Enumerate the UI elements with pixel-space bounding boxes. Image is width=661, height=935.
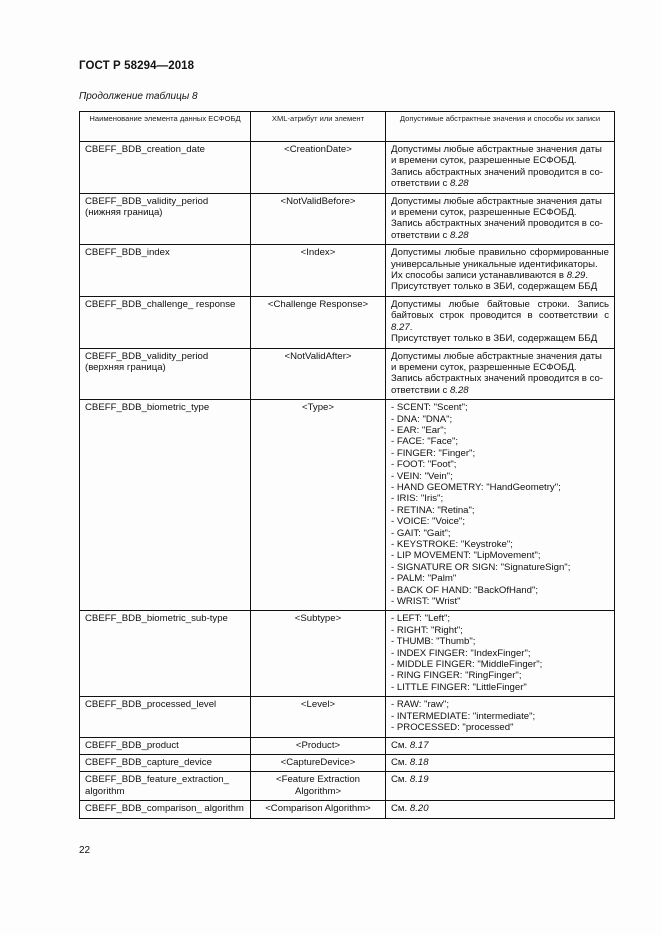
list-item: - LEFT: "Left"; [391, 613, 451, 625]
list-item: - SCENT: "Scent"; [391, 402, 468, 414]
table-row [80, 801, 615, 818]
values-cell: См. 8.18 [386, 754, 615, 771]
list-item: - LITTLE FINGER: "LittleFinger" [391, 681, 527, 693]
values-cell: См. 8.17 [386, 737, 615, 754]
xml-element-cell: <NotValidAfter> [251, 348, 386, 400]
xml-element-cell: <Subtype> [251, 611, 386, 697]
values-text: Запись абстрактных значений проводится в со-ответствии с 8.28 [391, 166, 603, 190]
table-row [80, 400, 615, 611]
clause-ref: 8.28 [449, 178, 469, 190]
xml-element-cell: <Feature Extraction Algorithm> [251, 772, 386, 801]
values-cell [386, 400, 615, 611]
clause-ref: 8.27 [391, 321, 410, 333]
column-header-xml: XML-атрибут или элемент [251, 112, 386, 142]
list-item: - KEYSTROKE: "Keystroke"; [391, 539, 513, 550]
element-name-cell: CBEFF_BDB_biometric_sub-type [80, 611, 251, 697]
page-number: 22 [79, 845, 91, 856]
values-cell [386, 193, 615, 245]
list-item: - RAW: "raw"; [391, 699, 449, 711]
list-item: - PALM: "Palm" [391, 573, 457, 585]
table-row [80, 193, 615, 245]
xml-element-cell: <NotValidBefore> [251, 193, 386, 245]
element-name-cell: CBEFF_BDB_validity_period (верхняя граница) [80, 348, 251, 400]
values-cell [386, 611, 615, 697]
table-caption: Продолжение таблицы 8 [79, 91, 198, 102]
xml-element-cell: <Product> [251, 737, 386, 754]
list-item: - HAND GEOMETRY: "HandGeometry"; [391, 481, 561, 493]
table-row [80, 754, 615, 771]
list-item: - RETINA: "Retina"; [391, 504, 475, 516]
values-text: Допустимы любые байтовые строки. Запись байтовых строк проводится в соответствии с 8.27. [391, 298, 609, 333]
element-name-cell: CBEFF_BDB_feature_extraction_ algorithm [80, 772, 251, 801]
data-elements-table [79, 111, 615, 819]
values-cell [386, 697, 615, 737]
list-item: - THUMB: "Thumb"; [391, 636, 476, 648]
xml-element-cell: <Comparison Algorithm> [251, 801, 386, 818]
list-item: - LIP MOVEMENT: "LipMovement"; [391, 550, 541, 562]
list-item: - SIGNATURE OR SIGN: "SignatureSign"; [391, 561, 571, 573]
list-item: - VOICE: "Voice"; [391, 516, 465, 528]
document-code: ГОСТ Р 58294—2018 [79, 60, 195, 72]
list-item: - BACK OF HAND: "BackOfHand"; [391, 584, 539, 596]
element-name-cell: CBEFF_BDB_index [80, 245, 251, 297]
values-cell [386, 245, 615, 297]
element-name-cell: CBEFF_BDB_biometric_type [80, 400, 251, 611]
list-item: - VEIN: "Vein"; [391, 470, 453, 482]
values-text: Присутствует только в ЗБИ, содержащем ББД [391, 333, 598, 345]
list-item: - FOOT: "Foot"; [391, 459, 457, 471]
table-row [80, 737, 615, 754]
xml-element-cell: <CreationDate> [251, 142, 386, 194]
values-text: Запись абстрактных значений проводится в со-ответствии с 8.28 [391, 373, 603, 396]
values-text: Допустимы любые абстрактные значения даты и времени суток, разрешенные ЕСФОБД. [391, 195, 602, 219]
xml-element-cell: <Challenge Response> [251, 296, 386, 348]
element-name-cell: CBEFF_BDB_creation_date [80, 142, 251, 194]
table-row [80, 772, 615, 801]
element-name-cell: CBEFF_BDB_comparison_ algorithm [80, 801, 251, 818]
list-item: - WRIST: "Wrist" [391, 596, 461, 608]
values-text: Присутствует только в ЗБИ, содержащем ББД [391, 281, 598, 293]
values-cell: См. 8.19 [386, 772, 615, 801]
list-item: - RING FINGER: "RingFinger"; [391, 670, 522, 682]
list-item: - IRIS: "Iris"; [391, 493, 444, 505]
clause-ref: 8.29 [566, 270, 586, 282]
list-item: - EAR: "Ear"; [391, 424, 447, 436]
values-cell [386, 296, 615, 348]
values-text: Их способы записи устанавливаются в 8.29. [391, 270, 589, 282]
clause-ref: 8.28 [449, 384, 469, 396]
list-item: - RIGHT: "Right"; [391, 624, 463, 636]
element-name-cell: CBEFF_BDB_validity_period (нижняя граница) [80, 193, 251, 245]
column-header-name: Наименование элемента данных ЕСФОБД [80, 112, 251, 142]
list-item: - PROCESSED: "processed" [391, 722, 514, 734]
table-row [80, 611, 615, 697]
xml-element-cell: <Index> [251, 245, 386, 297]
list-item: - FINGER: "Finger"; [391, 447, 476, 459]
list-item: - DNA: "DNA"; [391, 413, 453, 425]
values-text: Допустимы любые абстрактные значения даты и времени суток, разрешенные ЕСФОБД. [391, 350, 602, 373]
table-row [80, 697, 615, 737]
values-text: Допустимы любые абстрактные значения даты и времени суток, разрешенные ЕСФОБД. [391, 144, 602, 167]
list-item: - GAIT: "Gait"; [391, 527, 451, 539]
clause-ref: 8.20 [409, 803, 429, 815]
element-name-cell: CBEFF_BDB_product [80, 737, 251, 754]
xml-element-cell: <Type> [251, 400, 386, 611]
values-cell [386, 142, 615, 194]
clause-ref: 8.18 [409, 756, 429, 768]
table-row [80, 245, 615, 297]
table-row [80, 296, 615, 348]
element-name-cell: CBEFF_BDB_capture_device [80, 754, 251, 771]
values-cell: См. 8.20 [386, 801, 615, 818]
table-row [80, 348, 615, 400]
values-cell [386, 348, 615, 400]
clause-ref: 8.19 [409, 774, 429, 786]
clause-ref: 8.17 [409, 739, 429, 751]
values-text: Допустимы любые правильно сформированные универсальные уникальные идентификаторы. [391, 247, 609, 270]
element-name-cell: CBEFF_BDB_challenge_ response [80, 296, 251, 348]
values-text: Запись абстрактных значений проводится в со-ответствии с 8.28 [391, 218, 603, 241]
table-header-row [80, 112, 615, 142]
column-header-values: Допустимые абстрактные значения и способы их записи [386, 112, 615, 142]
table-row [80, 142, 615, 194]
clause-ref: 8.28 [449, 229, 469, 241]
xml-element-cell: <Level> [251, 697, 386, 737]
list-item: - INDEX FINGER: "IndexFinger"; [391, 647, 531, 659]
list-item: - INTERMEDIATE: "intermediate"; [391, 710, 536, 722]
element-name-cell: CBEFF_BDB_processed_level [80, 697, 251, 737]
list-item: - FACE: "Face"; [391, 436, 459, 448]
xml-element-cell: <CaptureDevice> [251, 754, 386, 771]
list-item: - MIDDLE FINGER: "MiddleFinger"; [391, 659, 543, 671]
